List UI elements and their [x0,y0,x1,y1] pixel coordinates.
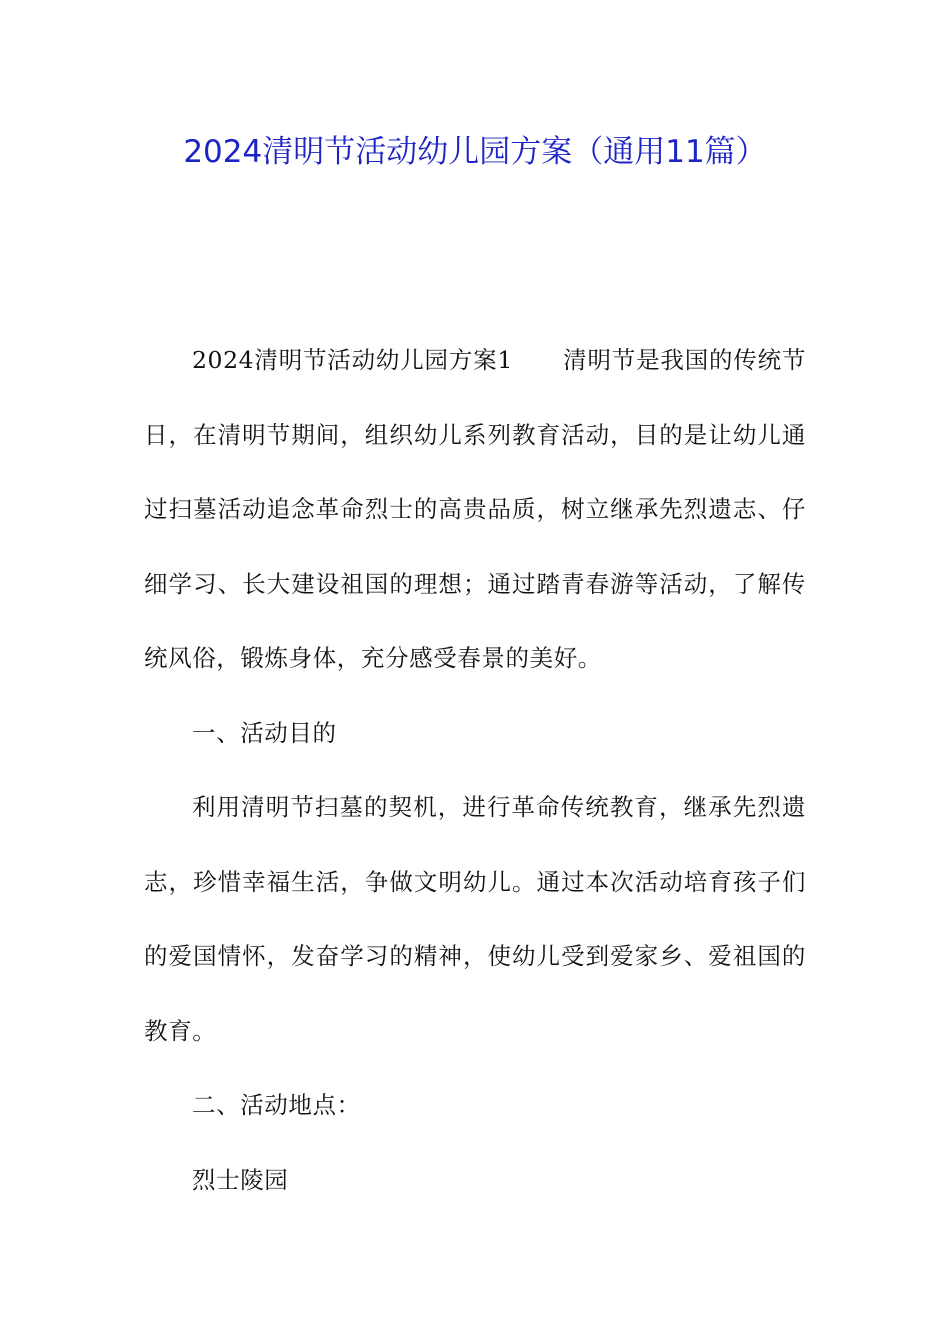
heading-activity-purpose: 一、活动目的 [192,718,337,747]
intro-text: 清明节是我国的传统节日，在清明节期间，组织幼儿系列教育活动，目的是让幼儿通过扫墓活动追念革命烈士的高贵品质，树立继承先烈遗志、仔细学习、长大建设祖国的理想；通过踏青春游等活动，了解传统风俗，锻炼身体，充分感受春景的美好。 [144,346,807,672]
document-title: 2024清明节活动幼儿园方案（通用11篇） [183,134,767,170]
intro-paragraph [144,323,806,696]
purpose-paragraph: 利用清明节扫墓的契机，进行革命传统教育，继承先烈遗志，珍惜幸福生活，争做文明幼儿。通过本次活动培育孩子们的爱国情怀，发奋学习的精神，使幼儿受到爱家乡、爱祖国的教育。 [144,793,806,1045]
heading-activity-location: 二、活动地点： [192,1091,361,1119]
location-paragraph: 烈士陵园 [192,1165,289,1194]
section-heading: 2024清明节活动幼儿园方案1 [192,346,513,374]
document-body [144,323,806,1217]
